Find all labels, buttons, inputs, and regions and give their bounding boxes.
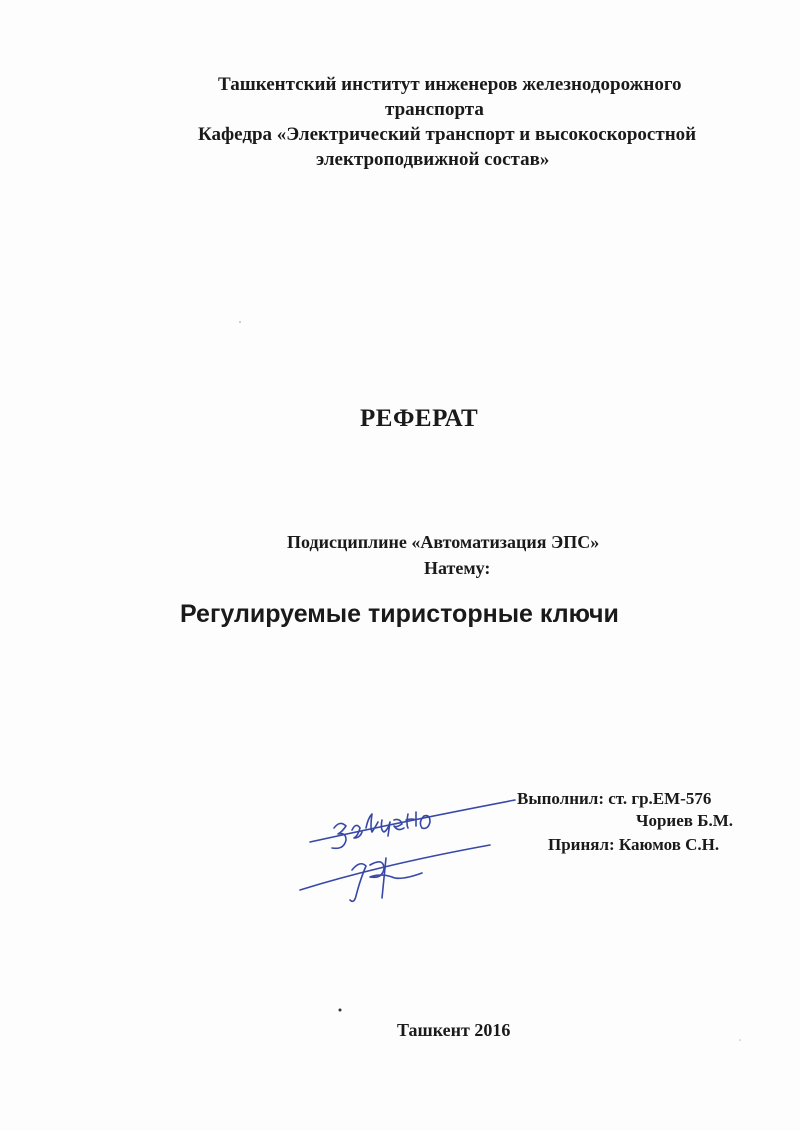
signature-word-stroke xyxy=(394,820,404,830)
scan-speck xyxy=(339,1009,342,1012)
city-year: Ташкент 2016 xyxy=(397,1020,511,1040)
department-name-line2: электроподвижной состав» xyxy=(316,149,550,170)
scan-speck xyxy=(239,321,241,323)
performed-by-line: Выполнил: ст. гр.ЕМ-576 xyxy=(517,789,712,808)
document-type-title: РЕФЕРАТ xyxy=(360,405,479,432)
signature-underline xyxy=(300,845,490,890)
accepted-by-line: Принял: Каюмов С.Н. xyxy=(548,835,720,854)
discipline-line: Подисциплине «Автоматизация ЭПС» xyxy=(287,532,600,552)
topic-title: Регулируемые тиристорные ключи xyxy=(180,600,619,628)
department-name-line1: Кафедра «Электрический транспорт и высокоскоростной xyxy=(198,124,697,145)
signature-underline xyxy=(310,800,515,842)
signature-initials xyxy=(350,864,366,902)
institute-name-line1: Ташкентский институт инженеров железнодорожного xyxy=(218,74,682,95)
handwritten-signature xyxy=(290,770,520,920)
signature-word-stroke xyxy=(381,820,390,836)
student-name: Чориев Б.М. xyxy=(636,811,733,830)
topic-label: Натему: xyxy=(424,558,491,578)
scan-speck xyxy=(739,1039,741,1041)
institute-name-line2: транспорта xyxy=(385,99,484,120)
